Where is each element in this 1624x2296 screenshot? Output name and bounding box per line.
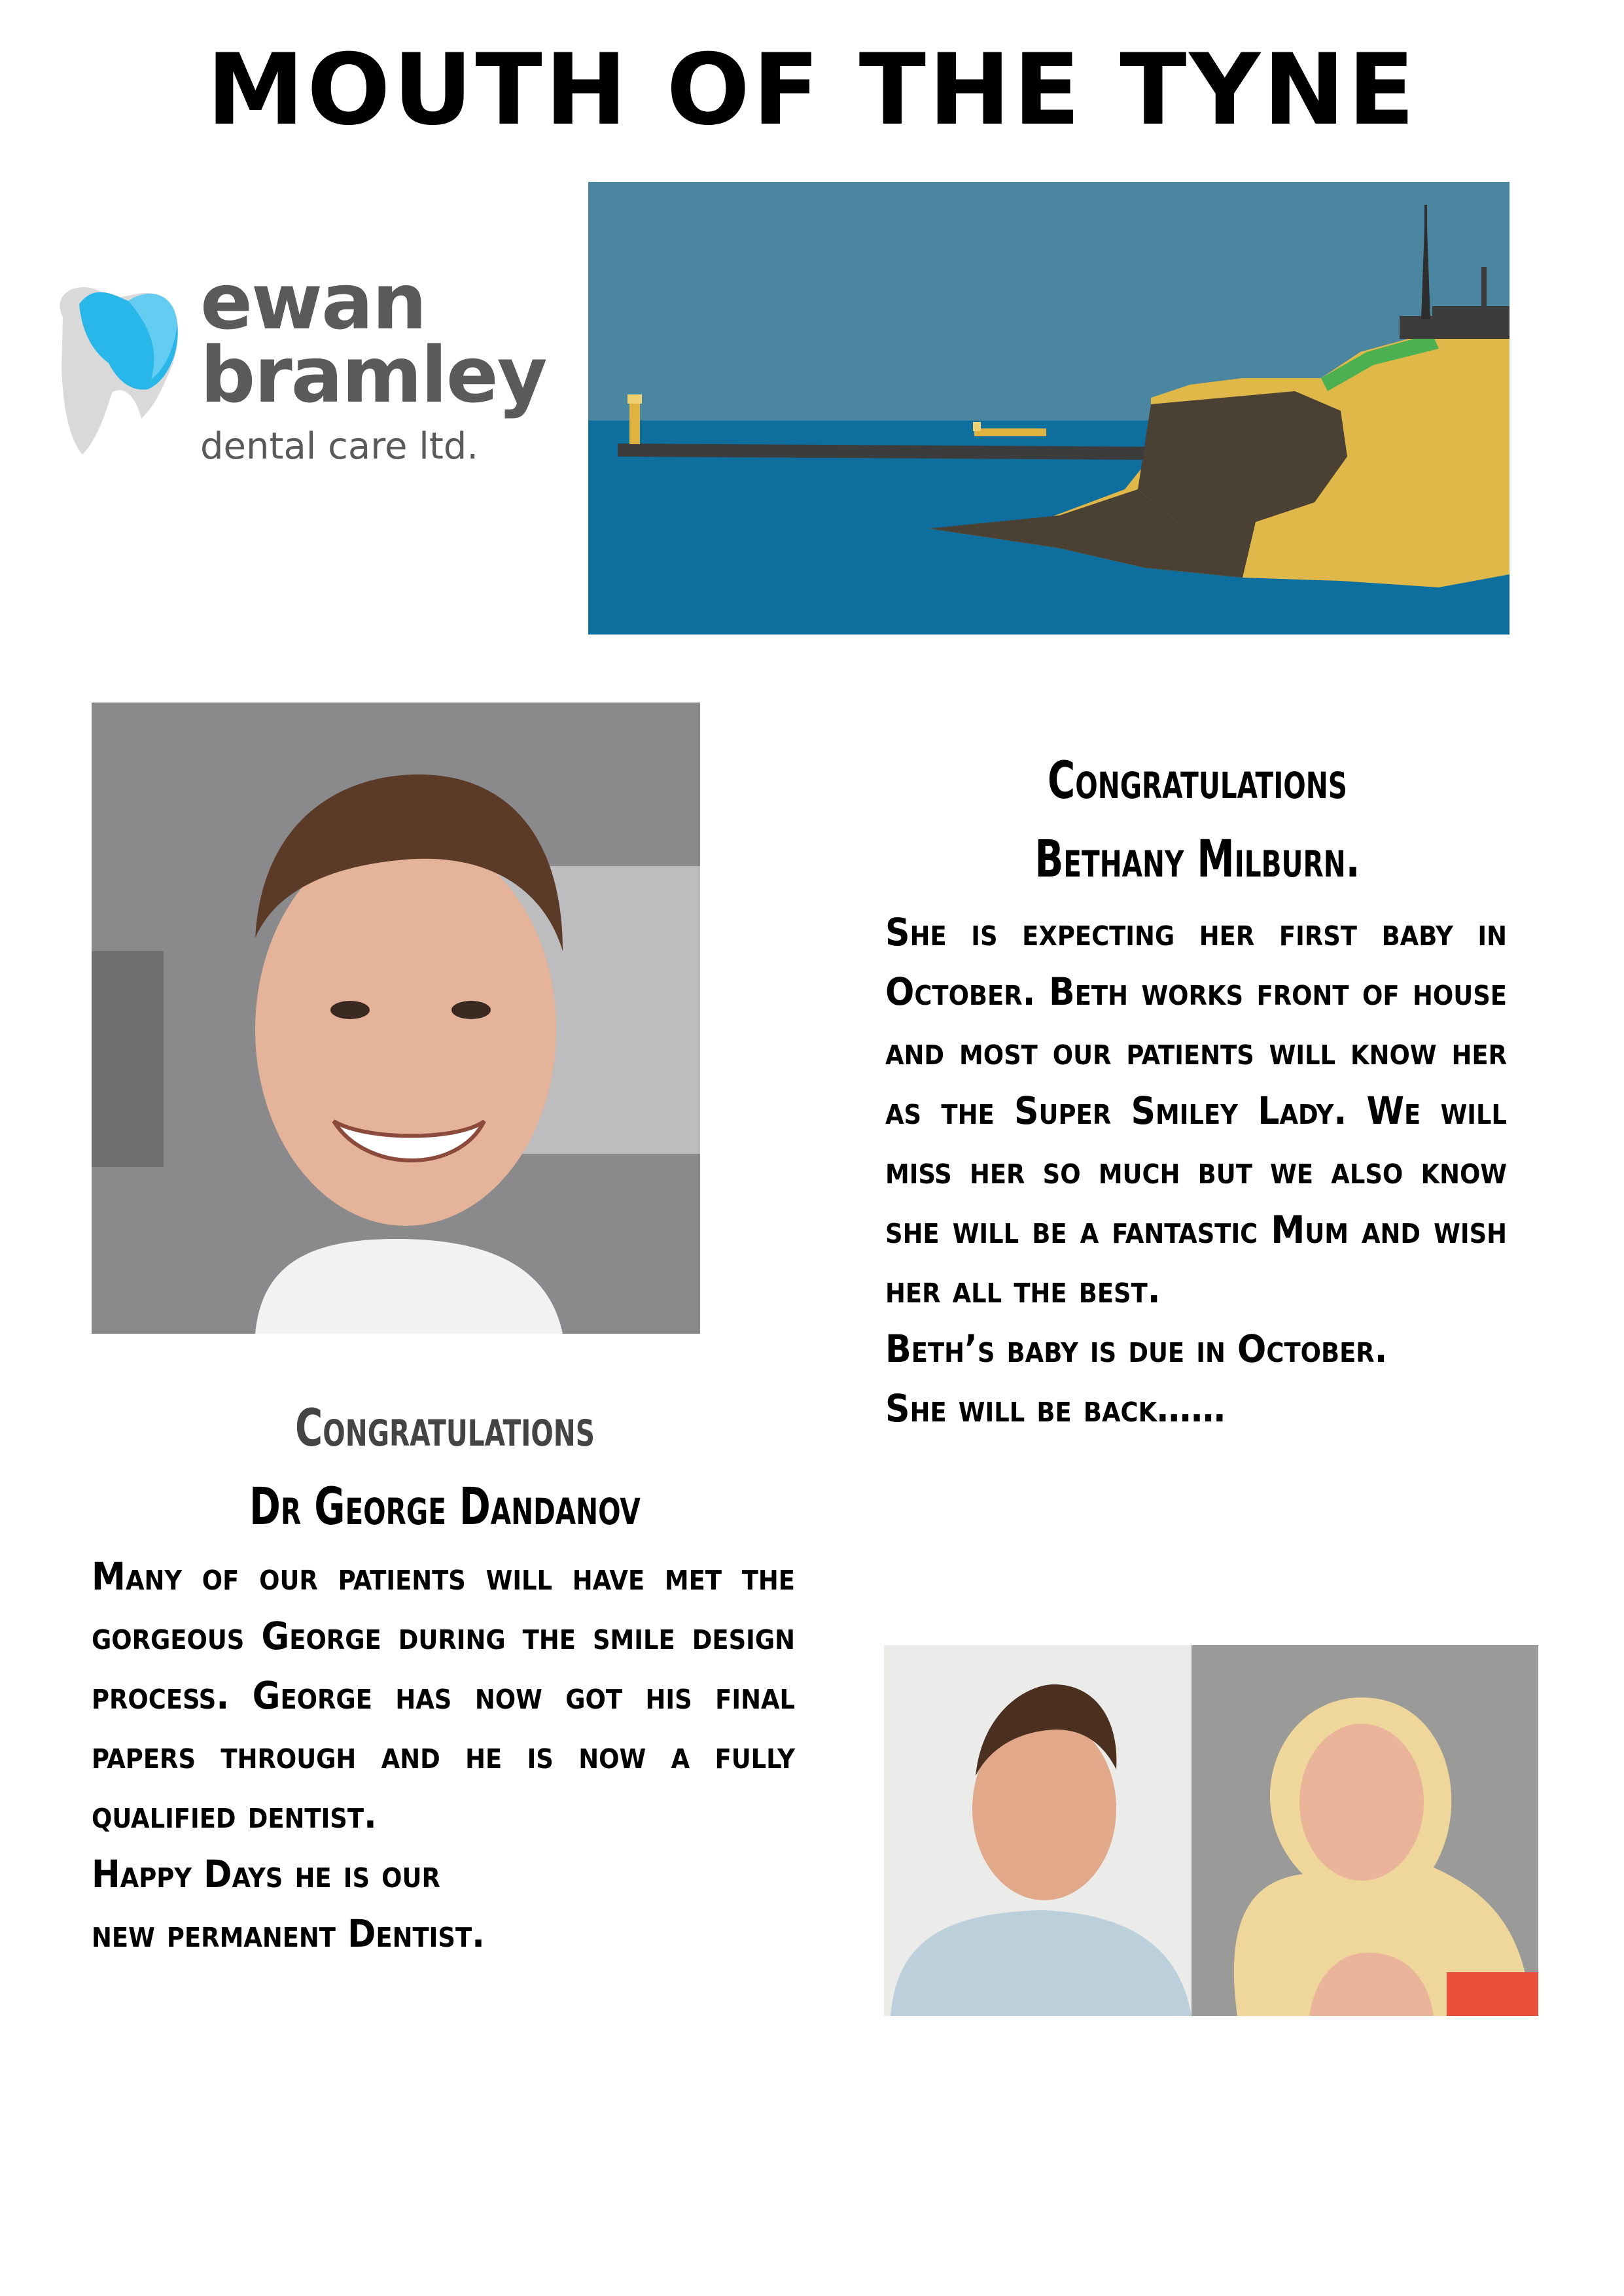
- logo-word-bramley: bramley: [200, 330, 546, 420]
- bethany-due-line: Beth’s baby is due in October.: [885, 1327, 1388, 1371]
- page-title: MOUTH OF THE TYNE: [206, 33, 1418, 147]
- bethany-heading-name: Bethany Milburn.: [1034, 830, 1360, 889]
- george-announcement: [92, 1547, 795, 1964]
- george-heading-name: Dr George Dandanov: [249, 1478, 641, 1537]
- bethany-couple-photo: [884, 1645, 1538, 2016]
- company-logo: [43, 256, 547, 481]
- bethany-heading-congratulations: Congratulations: [1048, 752, 1347, 810]
- logo-word-ewan: ewan: [200, 256, 426, 347]
- bethany-announcement: [885, 903, 1507, 1438]
- george-happy-line: Happy Days he is our: [92, 1852, 440, 1896]
- bethany-back-line: She will be back……: [885, 1386, 1226, 1431]
- tyne-harbour-illustration: [588, 182, 1509, 635]
- bethany-paragraph: She is expecting her first baby in October. Beth works front of house and most our patients will know her as the Super Smiley Lady. We will miss her so much but we also know she will be a fantastic Mum and wish her all the best.: [885, 910, 1507, 1312]
- george-new-line: new permanent Dentist.: [92, 1911, 485, 1956]
- logo-tagline: dental care ltd.: [200, 425, 479, 468]
- george-paragraph: Many of our patients will have met the gorgeous George during the smile design process. George has now got his final papers through and he is now a fully qualified dentist.: [92, 1554, 795, 1837]
- tooth-icon: [43, 278, 187, 468]
- george-portrait-photo: [92, 703, 700, 1334]
- george-heading-congratulations: Congratulations: [295, 1399, 595, 1458]
